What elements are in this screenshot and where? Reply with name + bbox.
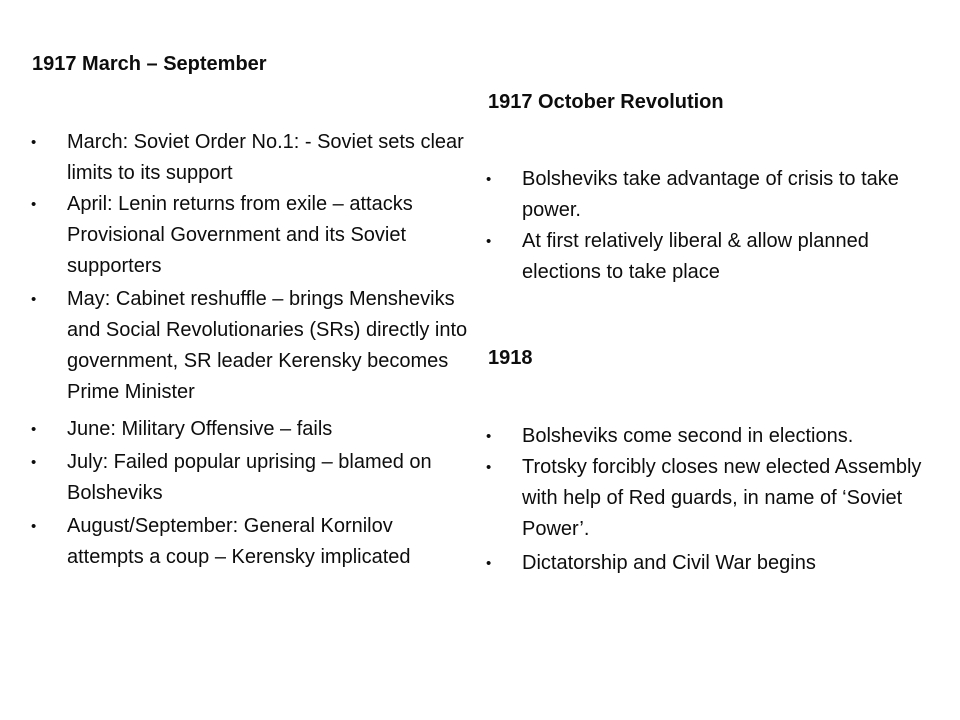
list-item-text: Bolsheviks come second in elections.: [522, 425, 854, 447]
list-item: [31, 284, 471, 408]
list-item-text: August/September: General Kornilov attempts a coup – Kerensky implicated: [67, 515, 411, 568]
bullet-icon: •: [31, 454, 37, 471]
list-item-text: July: Failed popular uprising – blamed on Bolsheviks: [67, 451, 432, 504]
list-item-text: April: Lenin returns from exile – attacks Provisional Government and its Soviet supporters: [67, 193, 413, 277]
bullet-icon: •: [31, 518, 37, 535]
bullet-icon: •: [486, 459, 492, 476]
bullet-icon: •: [486, 555, 492, 572]
list-item: [486, 226, 931, 288]
bullet-icon: •: [31, 134, 37, 151]
list-item: [31, 414, 471, 445]
list-item: [31, 189, 471, 282]
bullet-icon: •: [486, 428, 492, 445]
list-item: [31, 447, 471, 509]
bullet-icon: •: [31, 421, 37, 438]
left-bullet-list: [31, 127, 471, 581]
list-item: [486, 548, 931, 579]
bullet-icon: •: [31, 196, 37, 213]
list-item: [486, 421, 931, 452]
heading-march-september: 1917 March – September: [32, 53, 267, 75]
list-item-text: Bolsheviks take advantage of crisis to take power.: [522, 168, 899, 221]
bullet-icon: •: [486, 171, 492, 188]
list-item-text: June: Military Offensive – fails: [67, 418, 333, 440]
list-item-text: Dictatorship and Civil War begins: [522, 552, 816, 574]
heading-1918: 1918: [488, 347, 533, 369]
list-item: [31, 127, 471, 189]
list-item-text: March: Soviet Order No.1: - Soviet sets clear limits to its support: [67, 131, 464, 184]
list-item-text: At first relatively liberal & allow planned elections to take place: [522, 230, 869, 283]
heading-october-revolution: 1917 October Revolution: [488, 91, 724, 113]
list-item: [486, 452, 931, 545]
october-bullet-list: [486, 164, 931, 291]
list-item-text: May: Cabinet reshuffle – brings Mensheviks and Social Revolutionaries (SRs) directly into government, SR leader Kerensky becomes Prime Minister: [67, 288, 468, 403]
bullet-icon: •: [31, 291, 37, 308]
bullet-icon: •: [486, 233, 492, 250]
list-item: [31, 511, 471, 573]
list-item: [486, 164, 931, 226]
list-item-text: Trotsky forcibly closes new elected Assembly with help of Red guards, in name of ‘Soviet Power’.: [522, 456, 922, 540]
1918-bullet-list: [486, 421, 931, 585]
